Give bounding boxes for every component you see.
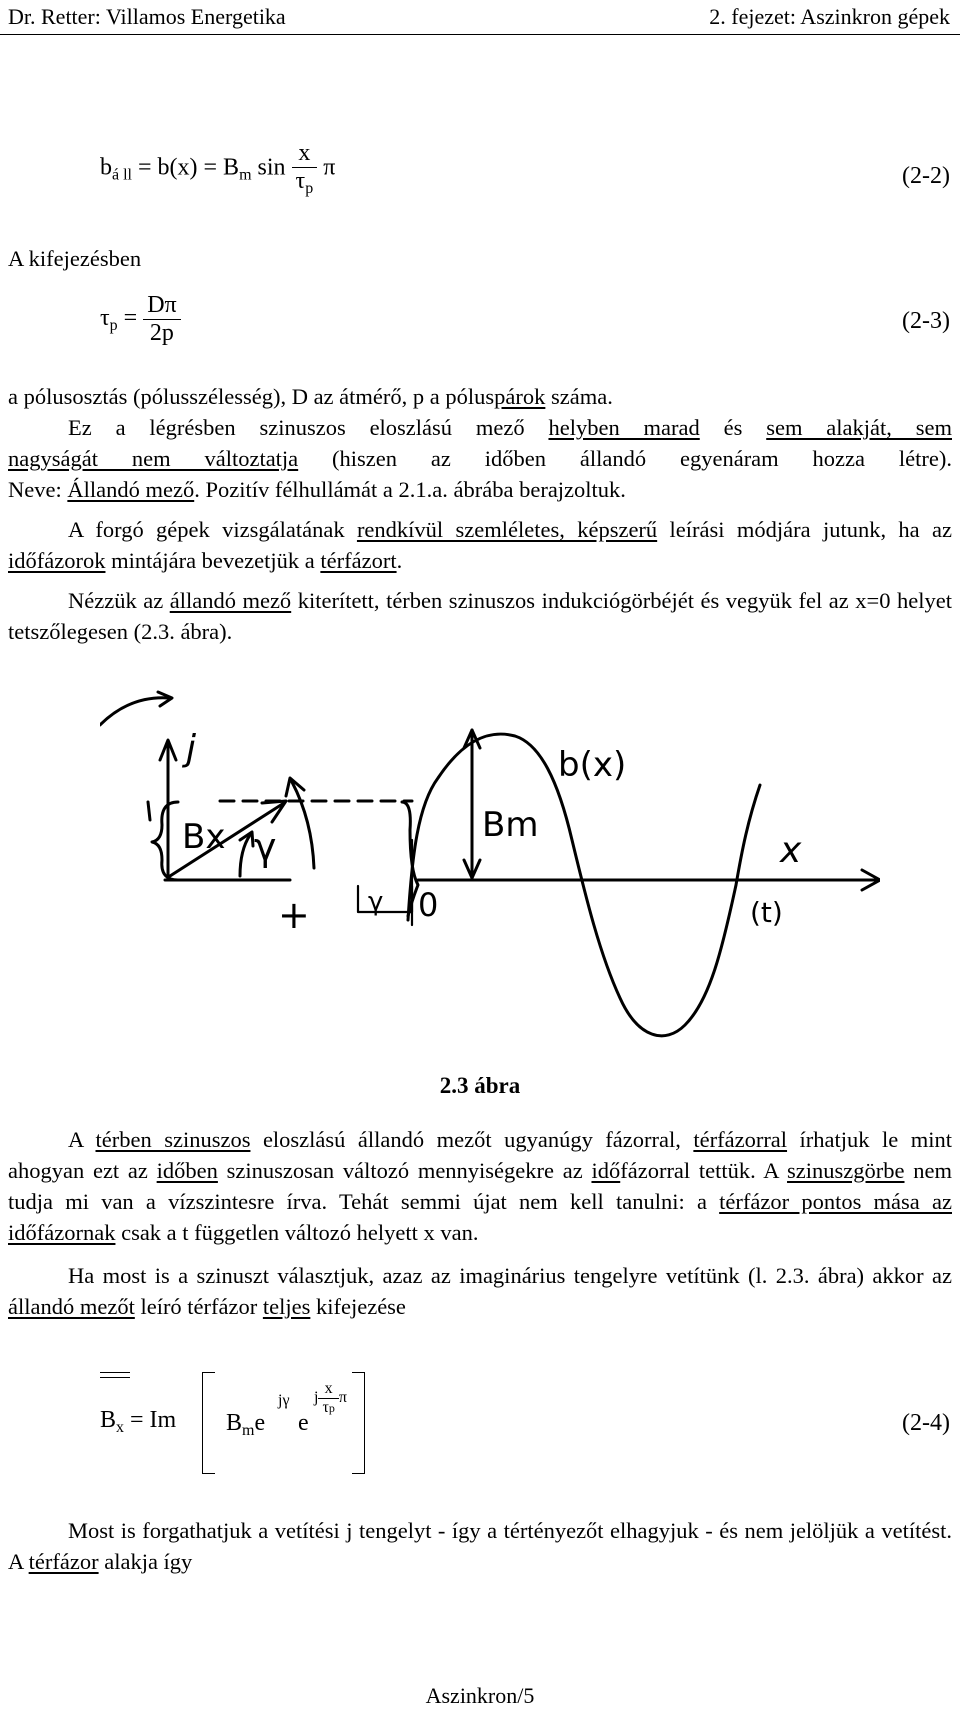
paragraph-2: A forgó gépek vizsgálatának rendkívül szemléletes, képszerű leírási módjára jutunk, ha az időfázorok mintájára bevezetjük a térfázort. bbox=[8, 517, 952, 573]
label-bm: Bm bbox=[482, 805, 539, 845]
equation-2-2: $b_{á ll} = b(x) = B_m$ sin $\frac{x}{\tau_p}$ π bbox=[100, 140, 336, 197]
paragraph-3: Nézzük az állandó mező kiterített, térben szinuszos indukciógörbéjét és vegyük fel az x=0 helyet tetszőlegesen (2.3. ábra). bbox=[8, 588, 952, 644]
label-plus: + bbox=[278, 893, 310, 937]
paragraph-1 bbox=[8, 381, 952, 505]
label-bofx: b(x) bbox=[558, 745, 627, 785]
equation-number-2-2: (2-2) bbox=[902, 163, 950, 189]
header-rule bbox=[0, 34, 960, 35]
text-kifejezesben: A kifejezésben bbox=[8, 246, 142, 271]
paragraph-1-line-2: Ez a légrésben szinuszos eloszlású mező helyben marad és sem alakját, sem bbox=[68, 415, 952, 440]
label-x: x bbox=[780, 830, 802, 871]
paragraph-1-line-4: Neve: Állandó mező. Pozitív félhullámát a 2.1.a. ábrába berajzoltuk. bbox=[8, 477, 626, 502]
equation-number-2-3: (2-3) bbox=[902, 308, 950, 334]
equation-number-2-4: (2-4) bbox=[902, 1410, 950, 1436]
header-left: Dr. Retter: Villamos Energetika bbox=[8, 4, 286, 29]
paragraph-6: Most is forgathatjuk a vetítési j tengelyt - így a tértényezőt elhagyjuk - és nem jelöljük a vetítést. A térfázor alakja így bbox=[8, 1518, 952, 1574]
left-brace bbox=[152, 802, 178, 880]
label-gamma-small: γ bbox=[368, 887, 384, 917]
equation-2-3: $\tau_p$ = $\frac{D\pi}{2p}$ bbox=[100, 292, 181, 347]
label-bx: Bx bbox=[182, 817, 226, 857]
label-j: j bbox=[186, 728, 197, 769]
paragraph-4: A térben szinuszos eloszlású állandó mezőt ugyanúgy fázorral, térfázorral írhatjuk le mint ahogyan ezt az időben szinuszosan változó mennyiségekre az időfázorral tettük. A szinuszgörbe nem tudja mi van a vízszintesre írva. Tehát semmi újat nem kell tanulni: a térfázor pontos mása az időfázornak csak a t független változó helyett x van. bbox=[8, 1127, 952, 1245]
page-footer: Aszinkron/5 bbox=[425, 1683, 535, 1708]
label-zero: 0 bbox=[418, 886, 439, 924]
figure-2-3 bbox=[100, 690, 880, 1050]
paragraph-1-line-1: a pólusosztás (pólusszélesség), D az átmérő, p a póluspárok száma. bbox=[8, 384, 613, 409]
paragraph-5: Ha most is a szinuszt választjuk, azaz az imaginárius tengelyre vetítünk (l. 2.3. ábra) akkor az állandó mezőt leíró térfázor teljes kifejezése bbox=[8, 1263, 952, 1319]
label-gamma: γ bbox=[254, 825, 277, 869]
label-t: (t) bbox=[750, 896, 783, 929]
paragraph-1-line-3: nagyságát nem változtatja (hiszen az időben állandó egyenáram hozza létre). bbox=[8, 446, 952, 471]
rotation-arrow-icon bbox=[100, 698, 170, 725]
figure-caption: 2.3 ábra bbox=[439, 1073, 521, 1098]
header-right: 2. fejezet: Aszinkron gépek bbox=[709, 4, 950, 29]
